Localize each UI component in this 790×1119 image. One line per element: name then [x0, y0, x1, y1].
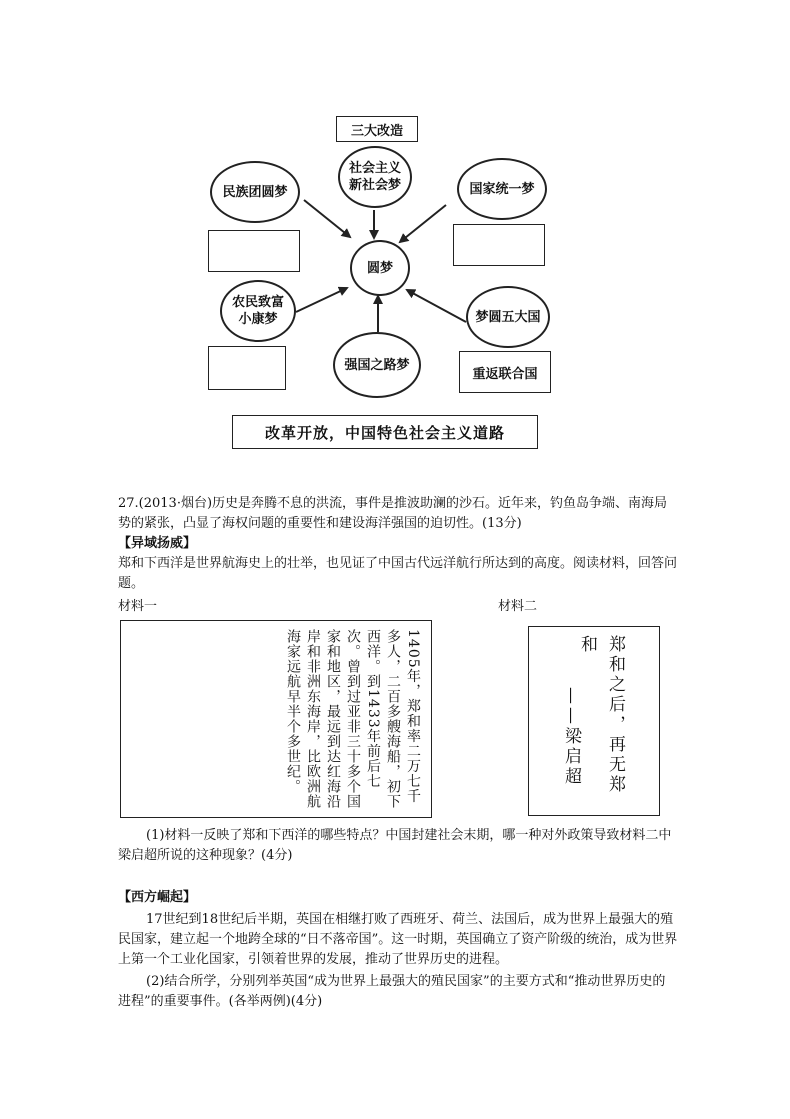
node-national-unity-dream: 民族团圆梦: [210, 161, 300, 223]
arrow-left-top: [304, 200, 350, 237]
blank-box-left-bottom: [208, 346, 286, 390]
section-overseas-text: 郑和下西洋是世界航海史上的壮举，也见证了中国古代远洋航行所达到的高度。阅读材料，回答问题。: [118, 556, 678, 591]
blank-box-left-top: [208, 230, 300, 272]
banner-reform-opening: 改革开放，中国特色社会主义道路: [232, 415, 538, 449]
node-socialist-society-dream: 社会主义 新社会梦: [338, 146, 412, 208]
section-west-text: 17世纪到18世纪后半期，英国在相继打败了西班牙、荷兰、法国后，成为世界上最强大的殖民国家，建立起一个地跨全球的“日不落帝国”。这一时期，英国确立了资产阶级的统治，成为世界上第一个工业化国家，引领着世界的发展，推动了世界历史的进程。: [118, 912, 678, 967]
diagram-arrows: [0, 0, 790, 470]
material-1-label: 材料一: [118, 599, 158, 614]
section-title-west: 【西方崛起】: [118, 890, 197, 905]
top-box-three-reforms: 三大改造: [336, 116, 418, 142]
question-1: (1)材料一反映了郑和下西洋的哪些特点？中国封建社会末期，哪一种对外政策导致材料二中梁启超所说的这种现象？(4分): [118, 828, 672, 863]
arrow-left-bottom: [296, 288, 347, 312]
node-strong-nation-dream: 强国之路梦: [333, 332, 421, 398]
arrow-right-bottom: [407, 290, 466, 322]
material-2-label: 材料二: [498, 599, 538, 614]
box-return-to-un: 重返联合国: [459, 351, 551, 393]
material-2-box: [528, 626, 660, 816]
question-27-intro: 27.(2013·烟台)历史是奔腾不息的洪流，事件是推波助澜的沙石。近年来，钓鱼岛争端、南海局势的紧张，凸显了海权问题的重要性和建设海洋强国的迫切性。(13分): [118, 496, 668, 531]
question-2: (2)结合所学，分别列举英国“成为世界上最强大的殖民国家”的主要方式和“推动世界历史的进程”的重要事件。(各举两例)(4分): [118, 974, 666, 1009]
node-five-powers-dream: 梦圆五大国: [466, 286, 550, 348]
material-2-author: ——梁启超: [561, 687, 581, 787]
material-2-quote: 郑和之后，再无郑和: [577, 635, 625, 795]
arrow-right-top: [400, 205, 446, 242]
node-prosperity-dream: 农民致富 小康梦: [220, 280, 296, 342]
node-reunification-dream: 国家统一梦: [457, 158, 547, 220]
section-title-overseas: 【异域扬威】: [118, 536, 197, 551]
blank-box-right-top: [453, 224, 545, 266]
node-center-dream: 圆梦: [350, 240, 410, 296]
material-1-box: [120, 620, 432, 818]
material-1-text: 1405年，郑和率二万七千多人，二百多艘海船，初下西洋。到1433年前后七次。曾到过亚非三十多个国家和地区，最远到达红海沿岸和非洲东海岸，比欧洲航海家远航早半个多世纪。: [285, 629, 421, 809]
